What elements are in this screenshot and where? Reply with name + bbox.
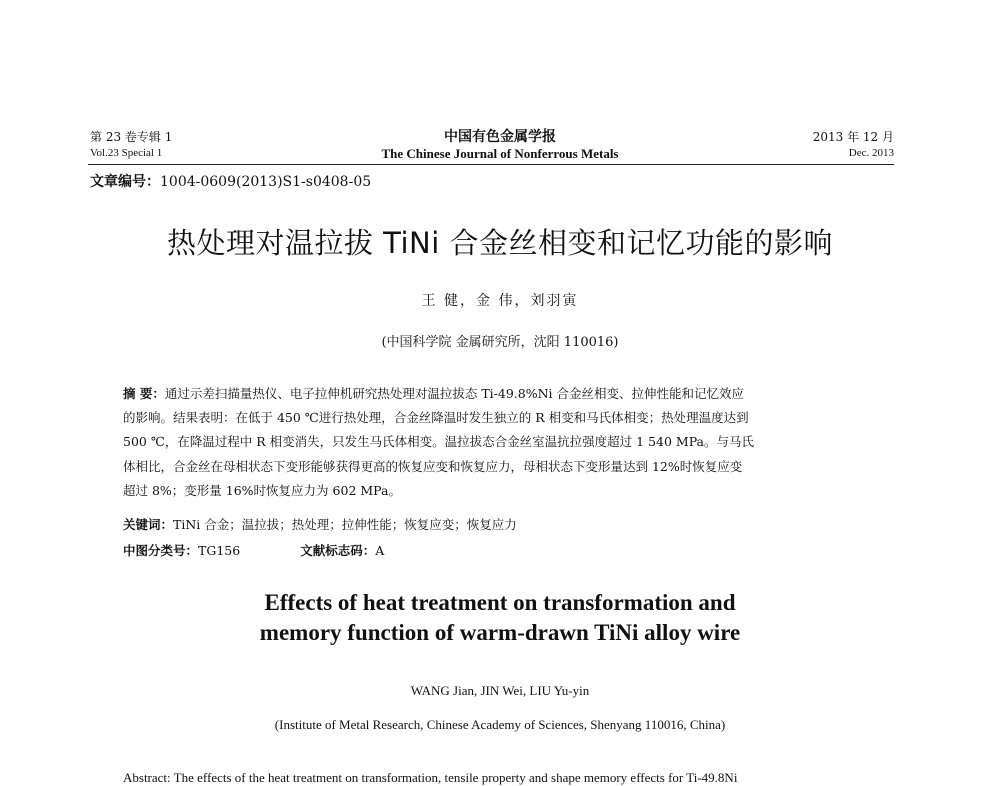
classification-line (123, 541, 384, 559)
abstract-cn-line: 体相比，合金丝在母相状态下变形能够获得更高的恢复应变和恢复应力，母相状态下变形量达到 12%时恢复应变 (123, 458, 743, 474)
abstract-cn (123, 382, 863, 503)
clc-label: 中图分类号： (123, 543, 199, 558)
abstract-en-partial: Abstract: The effects of the heat treatment on transformation, tensile property and shape memory effects for Ti-49.8Ni (123, 770, 738, 785)
paper-title-en-line2: memory function of warm-drawn TiNi alloy wire (259, 620, 741, 645)
authors-cn: 王 健，金 伟，刘羽寅 (421, 293, 579, 309)
abstract-cn-line: 500 ℃，在降温过程中 R 相变消失，只发生马氏体相变。温拉拔态合金丝室温抗拉强度超过 1 540 MPa。与马氏 (123, 434, 755, 450)
clc-value: TG156 (198, 543, 241, 558)
doc-code-label: 文献标志码： (300, 543, 376, 558)
paper-title-en-line1: Effects of heat treatment on transformation and (264, 590, 736, 615)
article-number-label: 文章编号： (90, 174, 160, 190)
keywords-cn-label: 关键词： (123, 517, 174, 532)
abstract-cn-line (123, 382, 863, 406)
abstract-cn-line: 的影响。结果表明：在低于 450 ℃进行热处理，合金丝降温时发生独立的 R 相变和马氏体相变；热处理温度达到 (123, 410, 749, 426)
keywords-cn-value: TiNi 合金；温拉拔；热处理；拉伸性能；恢复应变；恢复应力 (173, 517, 517, 532)
affiliation-en: (Institute of Metal Research, Chinese Academy of Sciences, Shenyang 110016, China) (274, 717, 726, 732)
journal-title-cn: 中国有色金属学报 (444, 129, 556, 145)
abstract-cn-line: 超过 8%；变形量 16%时恢复应力为 602 MPa。 (123, 482, 401, 498)
article-number (90, 171, 371, 191)
journal-volume-cn: 第 23 卷专辑 1 (90, 130, 173, 144)
doc-code-value: A (375, 543, 385, 558)
keywords-cn (123, 515, 517, 533)
abstract-cn-label: 摘 要： (123, 386, 165, 401)
journal-title-en: The Chinese Journal of Nonferrous Metals (381, 146, 619, 161)
authors-en: WANG Jian, JIN Wei, LIU Yu-yin (410, 683, 590, 698)
article-number-value: 1004-0609(2013)S1-s0408-05 (160, 174, 372, 190)
header-rule (88, 164, 894, 165)
issue-date-cn: 2013 年 12 月 (812, 130, 894, 144)
issue-date-en: Dec. 2013 (848, 147, 894, 159)
abstract-cn-text: 通过示差扫描量热仪、电子拉伸机研究热处理对温拉拔态 Ti-49.8%Ni 合金丝相变、拉伸性能和记忆效应 (164, 386, 745, 401)
paper-title-cn: 热处理对温拉拔 TiNi 合金丝相变和记忆功能的影响 (166, 226, 834, 260)
journal-volume-en: Vol.23 Special 1 (90, 147, 163, 159)
affiliation-cn: (中国科学院 金属研究所，沈阳 110016) (381, 335, 619, 350)
